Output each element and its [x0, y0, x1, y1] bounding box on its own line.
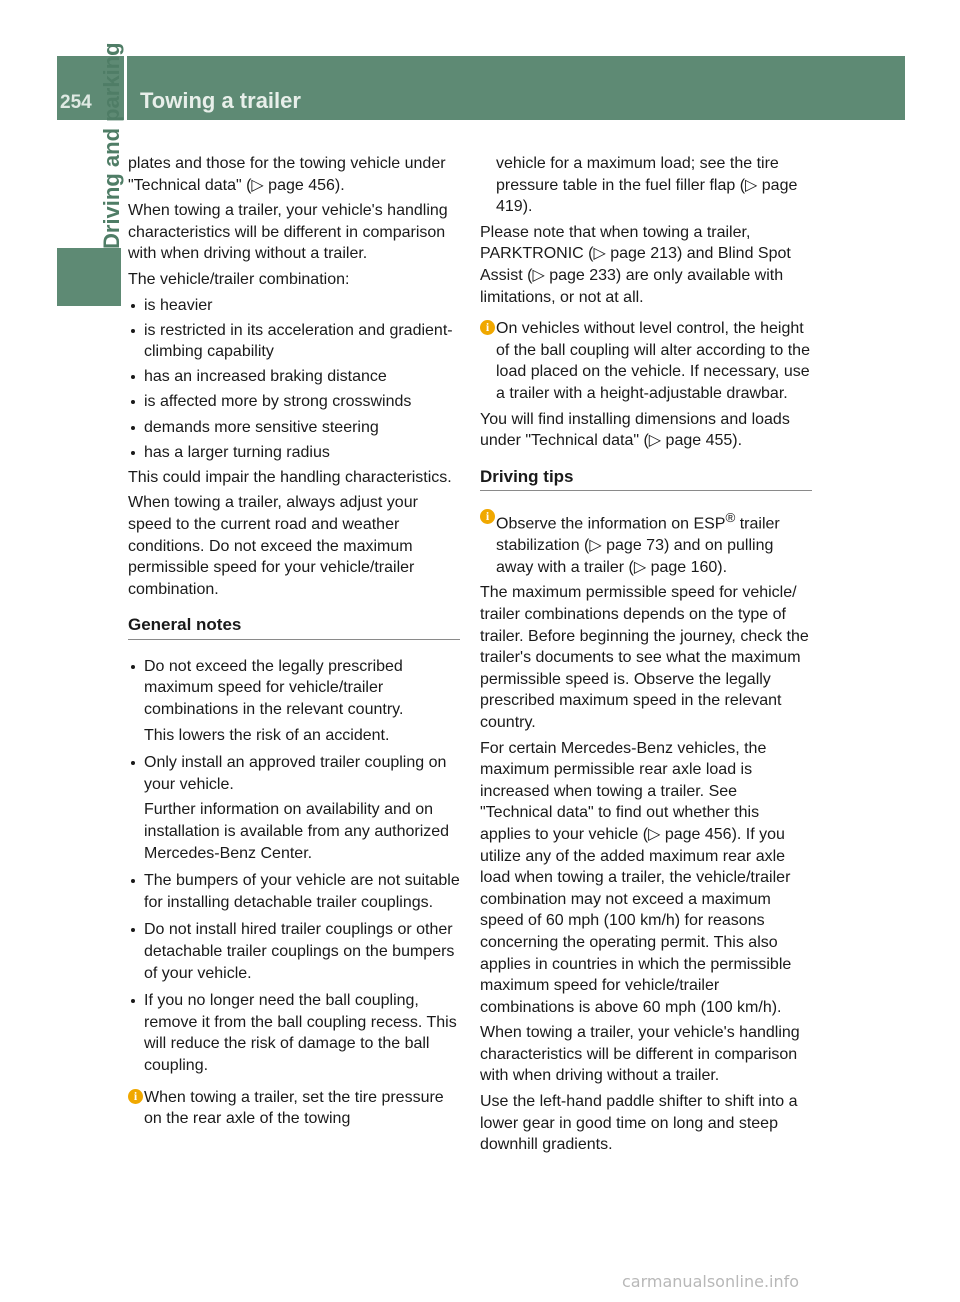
side-tab-block: [57, 248, 121, 306]
info-icon: i: [480, 320, 495, 335]
info-note: [128, 1087, 460, 1130]
paragraph: When towing a trailer, your vehicle's handling characteristics will be different in comparison with when driving without a trailer.: [480, 1024, 800, 1085]
info-icon: i: [480, 509, 495, 524]
heading-driving-tips: Driving tips: [480, 466, 812, 492]
list-item: has an increased braking distance: [128, 366, 460, 388]
list-item: [128, 752, 460, 864]
info-note-text: trailer stabilization (▷ page 73) and on pulling away with a trailer (▷ page 160).: [496, 515, 780, 576]
paragraph: The vehicle/trailer combination:: [128, 270, 350, 288]
paragraph: plates and those for the towing vehicle under "Technical data" (▷ page 456).: [128, 155, 446, 194]
list-item: demands more sensitive steering: [128, 417, 460, 439]
list-item: The bumpers of your vehicle are not suitable for installing detachable trailer couplings.: [128, 870, 460, 913]
list-item: is restricted in its acceleration and gradient-climbing capability: [128, 320, 460, 363]
paragraph: Please note that when towing a trailer, PARKTRONIC (▷ page 213) and Blind Spot Assist (▷ page 233) are only available with limitations, or not at all.: [480, 223, 791, 306]
info-note-text: Observe the information on ESP: [496, 515, 726, 533]
info-note-continued: vehicle for a maximum load; see the tire pressure table in the fuel filler flap (▷ page 419).: [496, 155, 798, 216]
general-notes-list: [128, 656, 460, 1077]
registered-mark: ®: [725, 510, 736, 526]
right-column: [480, 153, 812, 1160]
list-item: If you no longer need the ball coupling, remove it from the ball coupling recess. This will reduce the risk of damage to the ball coupling.: [128, 990, 460, 1076]
paragraph: You will find installing dimensions and loads under "Technical data" (▷ page 455).: [480, 410, 790, 450]
info-note-text: On vehicles without level control, the height of the ball coupling will alter according to the load placed on the vehicle. If necessary, use a trailer with a height-adjustable drawbar.: [496, 320, 810, 402]
paragraph: The maximum permissible speed for vehicle/ trailer combinations depends on the type of trailer. Before beginning the journey, check the trailer's documents to see what the maximum permissible speed is. Observe the legally prescribed maximum speed in the relevant country.: [480, 584, 809, 731]
list-item: Do not install hired trailer couplings or other detachable trailer couplings on the bumpers of your vehicle.: [128, 919, 460, 984]
left-column: [128, 153, 460, 1134]
info-note: [480, 318, 812, 404]
heading-general-notes: General notes: [128, 614, 460, 640]
paragraph: For certain Mercedes-Benz vehicles, the maximum permissible rear axle load is increased when towing a trailer. See "Technical data" to find out whether this applies to your vehicle (▷ page 456). If you utilize any of the added maximum rear axle load when towing a trailer, the vehicle/trailer combination may not exceed a maximum speed of 60 mph (100 km/h) for reasons concerning the operating permit. This also applies in countries in which the permissible maximum speed for vehicle/trailer combinations is above 60 mph (100 km/h).: [480, 739, 792, 1016]
side-tab-label: Driving and parking: [99, 42, 124, 249]
paragraph: When towing a trailer, always adjust your speed to the current road and weather conditions. Do not exceed the maximum permissible speed for your vehicle/trailer combination.: [128, 494, 418, 598]
paragraph: When towing a trailer, your vehicle's handling characteristics will be different in comparison with when driving without a trailer.: [128, 202, 448, 263]
list-item: has a larger turning radius: [128, 442, 460, 464]
list-item-subtext: Further information on availability and on installation is available from any authorized Mercedes-Benz Center.: [144, 801, 450, 862]
section-title: Towing a trailer: [140, 88, 301, 113]
list-item-text: Only install an approved trailer coupling on your vehicle.: [144, 754, 447, 793]
list-item-text: Do not exceed the legally prescribed maximum speed for vehicle/trailer combinations in the relevant country.: [144, 657, 404, 719]
bullet-list: [128, 295, 460, 464]
list-item: [128, 656, 460, 746]
paragraph: This could impair the handling characteristics.: [128, 468, 452, 486]
info-icon: i: [128, 1089, 143, 1104]
list-item-subtext: This lowers the risk of an accident.: [144, 726, 390, 744]
page-number: 254: [60, 92, 92, 113]
watermark: carmanualsonline.info: [622, 1272, 800, 1291]
info-note: [480, 507, 812, 578]
info-note-text: When towing a trailer, set the tire pressure on the rear axle of the towing: [144, 1088, 444, 1128]
list-item: is heavier: [128, 295, 460, 317]
paragraph: Use the left-hand paddle shifter to shift into a lower gear in good time on long and steep downhill gradients.: [480, 1093, 798, 1154]
list-item: is affected more by strong crosswinds: [128, 391, 460, 413]
